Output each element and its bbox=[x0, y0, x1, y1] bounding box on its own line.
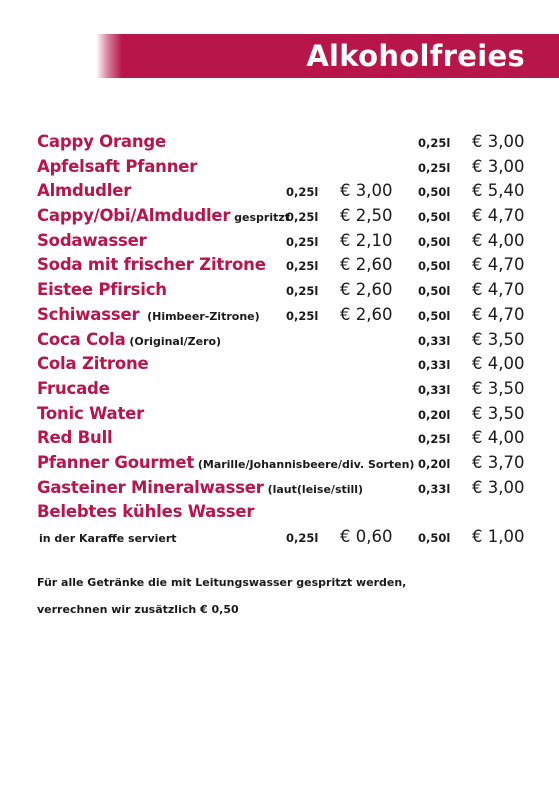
volume-large: 0,50l bbox=[418, 308, 451, 323]
item-name: Apfelsaft Pfanner bbox=[37, 156, 198, 176]
item-name: Soda mit frischer Zitrone bbox=[37, 255, 266, 275]
item-name: Tonic Water bbox=[37, 403, 145, 423]
volume-small: 0,25l bbox=[286, 234, 319, 249]
price-large: € 3,00 bbox=[472, 132, 525, 151]
item-name: Coca Cola bbox=[37, 329, 126, 349]
menu-item bbox=[0, 253, 559, 278]
volume-large: 0,25l bbox=[418, 160, 451, 175]
item-name: Cappy Orange bbox=[37, 132, 167, 151]
menu-item bbox=[0, 303, 559, 328]
volume-large: 0,50l bbox=[418, 185, 451, 200]
volume-large: 0,20l bbox=[418, 407, 451, 422]
price-large: € 3,50 bbox=[472, 403, 525, 423]
item-name-block bbox=[37, 500, 254, 526]
item-name: Cola Zitrone bbox=[37, 354, 149, 374]
menu-list bbox=[0, 130, 559, 550]
item-name-block bbox=[37, 130, 166, 156]
item-name-block bbox=[37, 451, 414, 477]
price-large: € 3,00 bbox=[472, 477, 525, 497]
volume-large: 0,50l bbox=[418, 210, 451, 225]
menu-item bbox=[0, 352, 559, 377]
price-large: € 4,70 bbox=[472, 304, 525, 324]
menu-item bbox=[0, 229, 559, 254]
item-name: Frucade bbox=[37, 378, 110, 398]
volume-large: 0,25l bbox=[418, 136, 451, 150]
item-name: Cappy/Obi/Almdudler bbox=[37, 206, 231, 226]
price-large: € 3,50 bbox=[472, 329, 525, 349]
price-large: € 4,00 bbox=[472, 230, 525, 250]
menu-item bbox=[0, 402, 559, 427]
price-large: € 3,50 bbox=[472, 378, 525, 398]
item-name-block bbox=[37, 303, 260, 329]
price-small: € 0,60 bbox=[340, 527, 393, 546]
item-name-block bbox=[37, 426, 113, 452]
item-name: Schiwasser bbox=[37, 304, 140, 324]
item-description: gespritzt bbox=[230, 211, 291, 225]
footer-line-2: verrechnen wir zusätzlich € 0,50 bbox=[37, 603, 239, 616]
title-banner bbox=[96, 34, 559, 78]
volume-small: 0,25l bbox=[286, 308, 319, 323]
price-large: € 4,70 bbox=[472, 255, 525, 275]
item-name-block bbox=[37, 328, 221, 354]
menu-item bbox=[0, 451, 559, 476]
volume-large: 0,25l bbox=[418, 432, 451, 447]
item-name: Sodawasser bbox=[37, 230, 147, 250]
item-name-block bbox=[37, 352, 149, 378]
price-large: € 4,70 bbox=[472, 280, 525, 300]
menu-item bbox=[0, 204, 559, 229]
volume-small: 0,25l bbox=[286, 531, 319, 545]
page-title: Alkoholfreies bbox=[306, 39, 525, 73]
item-name: Eistee Pfirsich bbox=[37, 280, 167, 300]
price-large: € 1,00 bbox=[472, 527, 525, 546]
volume-small: 0,25l bbox=[286, 210, 319, 225]
footer-note bbox=[37, 575, 406, 629]
item-description: (Marille/Johannisbeere/div. Sorten) bbox=[194, 457, 415, 471]
price-large: € 3,00 bbox=[472, 156, 525, 176]
price-small: € 2,60 bbox=[340, 255, 393, 275]
footer-line-1: Für alle Getränke die mit Leitungswasser gespritzt werden, bbox=[37, 576, 407, 589]
item-name: Belebtes kühles Wasser bbox=[37, 502, 255, 522]
item-description: (laut(leise/still) bbox=[263, 482, 364, 496]
volume-large: 0,33l bbox=[418, 382, 451, 397]
item-name-block bbox=[37, 229, 147, 255]
item-name-block bbox=[37, 278, 167, 304]
volume-small: 0,25l bbox=[286, 284, 319, 299]
price-large: € 4,00 bbox=[472, 354, 525, 374]
item-description: in der Karaffe serviert bbox=[39, 532, 177, 545]
menu-item bbox=[0, 476, 559, 501]
volume-large: 0,20l bbox=[418, 456, 451, 471]
item-name-block bbox=[37, 179, 131, 205]
item-name-block bbox=[37, 525, 175, 551]
volume-large: 0,33l bbox=[418, 333, 451, 348]
item-name-block bbox=[37, 253, 266, 279]
price-small: € 2,60 bbox=[340, 280, 393, 300]
menu-item bbox=[0, 377, 559, 402]
item-name-block bbox=[37, 476, 363, 502]
volume-small: 0,25l bbox=[286, 259, 319, 274]
item-description: (Original/Zero) bbox=[125, 334, 222, 348]
price-small: € 2,60 bbox=[340, 304, 393, 324]
volume-large: 0,50l bbox=[418, 284, 451, 299]
volume-large: 0,33l bbox=[418, 481, 451, 496]
item-name: Gasteiner Mineralwasser bbox=[37, 477, 264, 497]
volume-small: 0,25l bbox=[286, 185, 319, 200]
volume-large: 0,33l bbox=[418, 358, 451, 373]
menu-item bbox=[0, 426, 559, 451]
item-name: Almdudler bbox=[37, 181, 132, 201]
price-small: € 2,10 bbox=[340, 230, 393, 250]
volume-large: 0,50l bbox=[418, 234, 451, 249]
menu-item bbox=[0, 525, 559, 550]
price-large: € 4,70 bbox=[472, 206, 525, 226]
price-large: € 3,70 bbox=[472, 452, 525, 472]
menu-item bbox=[0, 155, 559, 180]
volume-large: 0,50l bbox=[418, 531, 451, 545]
item-name-block bbox=[37, 155, 197, 181]
menu-item bbox=[0, 130, 559, 155]
item-name-block bbox=[37, 204, 290, 230]
item-name: Red Bull bbox=[37, 428, 113, 448]
item-name: Pfanner Gourmet bbox=[37, 452, 195, 472]
menu-item bbox=[0, 278, 559, 303]
price-small: € 3,00 bbox=[340, 181, 393, 201]
price-large: € 5,40 bbox=[472, 181, 525, 201]
price-large: € 4,00 bbox=[472, 428, 525, 448]
item-description: (Himbeer-Zitrone) bbox=[139, 309, 260, 323]
item-name-block bbox=[37, 402, 144, 428]
item-name-block bbox=[37, 377, 110, 403]
menu-item bbox=[0, 500, 559, 525]
menu-item bbox=[0, 179, 559, 204]
price-small: € 2,50 bbox=[340, 206, 393, 226]
menu-item bbox=[0, 328, 559, 353]
volume-large: 0,50l bbox=[418, 259, 451, 274]
